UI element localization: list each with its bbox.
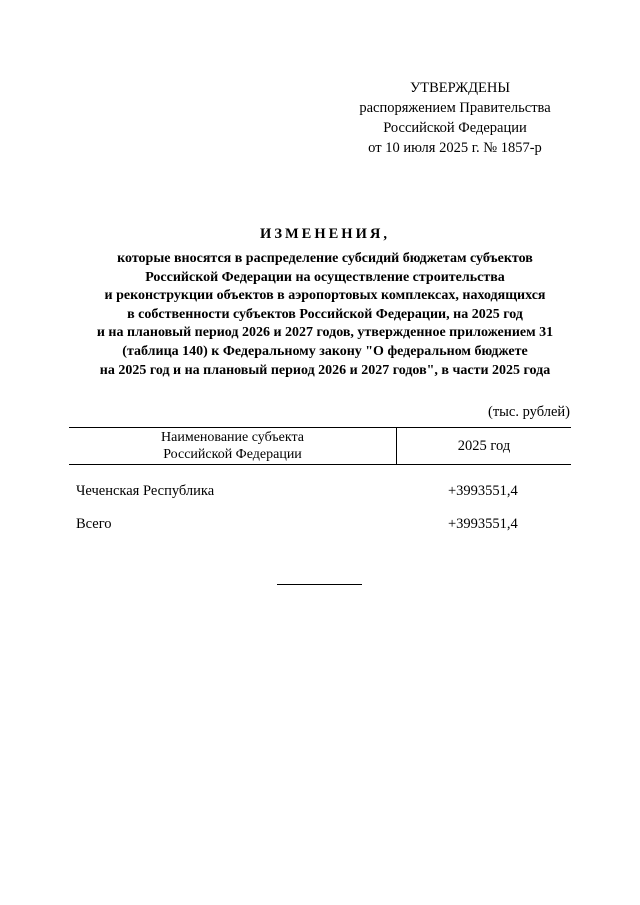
- subtitle-line: и на плановый период 2026 и 2027 годов, утвержденное приложением 31: [96, 325, 554, 341]
- approval-block: [330, 78, 580, 158]
- row-subject-name: Всего: [76, 516, 112, 532]
- document-title: ИЗМЕНЕНИЯ,: [260, 226, 390, 242]
- row-subject-name: Чеченская Республика: [76, 483, 215, 499]
- subtitle-line: которые вносятся в распределение субсидий бюджетам субъектов: [117, 251, 533, 266]
- header-subject-name: Наименование субъекта Российской Федерации: [69, 428, 397, 464]
- approval-line: Российской Федерации: [383, 120, 527, 136]
- subtitle-line: и реконструкции объектов в аэропортовых комплексах, находящихся: [104, 288, 546, 304]
- subtitle-line: на 2025 год и на плановый период 2026 и 2027 годов", в части 2025 года: [99, 362, 551, 378]
- subtitle-line: Российской Федерации на осуществление строительства: [145, 269, 505, 285]
- document-subtitle: [60, 250, 590, 380]
- subtitle-line: (таблица 140) к Федеральному закону "О федеральном бюджете: [122, 343, 528, 359]
- row-value: +3993551,4: [448, 516, 518, 532]
- end-divider: [277, 584, 362, 585]
- header-year: 2025 год: [457, 437, 511, 454]
- subsidy-table: [69, 427, 571, 465]
- approval-line: распоряжением Правительства: [359, 100, 551, 116]
- table-row: [76, 483, 546, 500]
- unit-label: (тыс. рублей): [488, 404, 570, 420]
- approval-heading: УТВЕРЖДЕНЫ: [409, 80, 511, 96]
- subtitle-line: в собственности субъектов Российской Федерации, на 2025 год: [127, 306, 523, 322]
- approval-date-line: от 10 июля 2025 г. № 1857-р: [368, 140, 542, 156]
- row-value: +3993551,4: [448, 483, 518, 499]
- table-header: [69, 427, 571, 465]
- table-row-total: [76, 516, 546, 533]
